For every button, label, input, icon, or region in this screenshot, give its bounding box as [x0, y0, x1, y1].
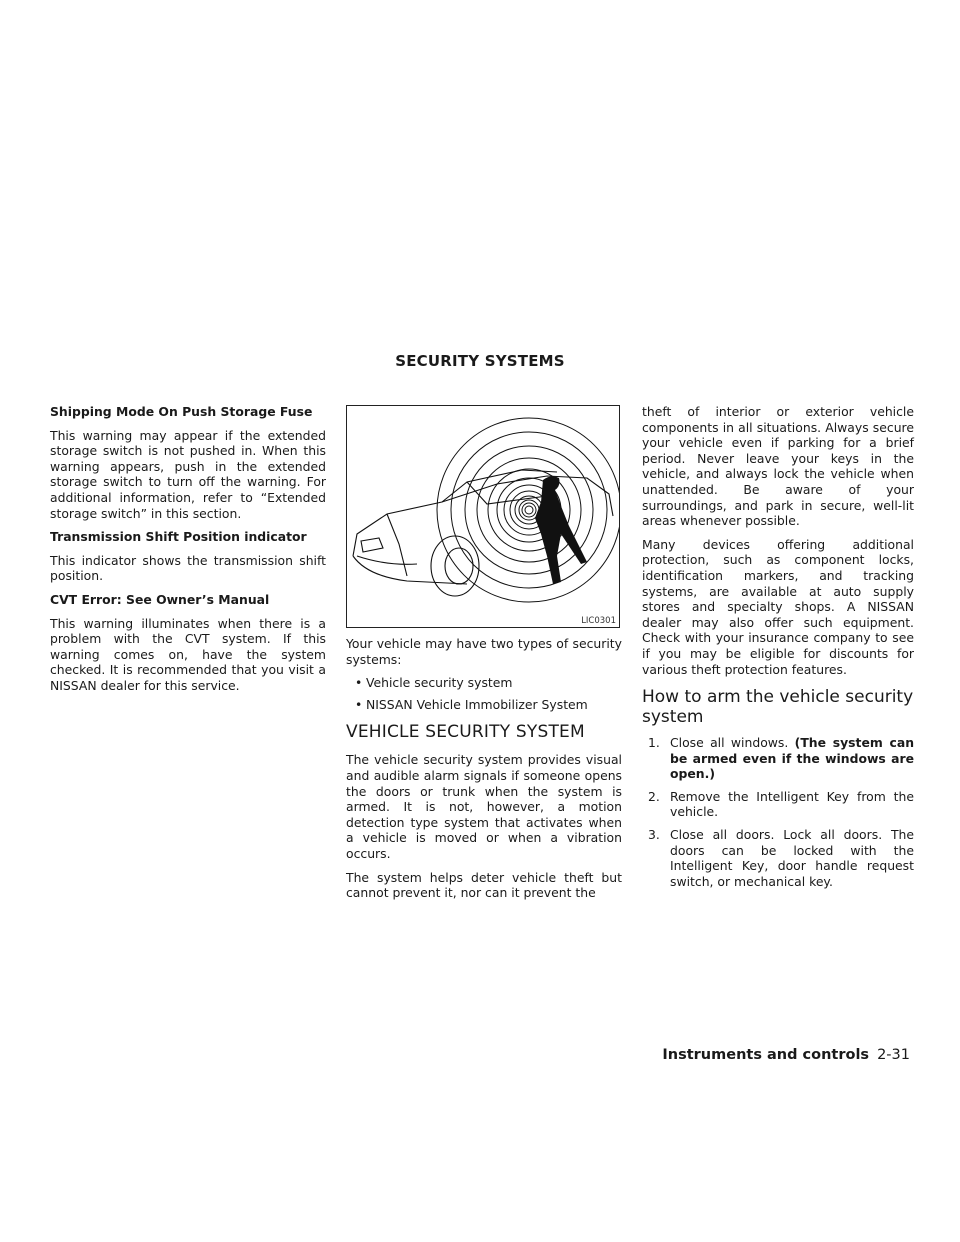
section-title: SECURITY SYSTEMS [395, 352, 565, 370]
heading-shift-position: Transmission Shift Position indicator [50, 529, 307, 545]
column-right [642, 404, 914, 896]
page-footer [662, 1047, 910, 1063]
arming-steps [642, 735, 914, 889]
heading-cvt-error: CVT Error: See Owner’s Manual [50, 591, 270, 607]
paragraph-cvt-error: This warning illuminates when there is a problem with the CVT system. If this warning comes on, have the system checked. It is recommended that you visit a NISSAN dealer for this service. [50, 615, 326, 693]
step-item: 3. Close all doors. Lock all doors. The doors can be locked with the Intelligent Key, door handle request switch, or mechanical key. [648, 827, 914, 889]
list-item: • NISSAN Vehicle Immobilizer System [346, 697, 622, 713]
column-left [50, 404, 326, 702]
security-types-list [346, 675, 622, 712]
footer-section-label: Instruments and controls [662, 1047, 870, 1063]
heading-how-to-arm: How to arm the vehicle security system [642, 687, 914, 728]
heading-vehicle-security: VEHICLE SECURITY SYSTEM [346, 722, 585, 743]
paragraph-shift-position: This indicator shows the transmission shift position. [50, 552, 326, 584]
list-item: • Vehicle security system [346, 675, 622, 691]
paragraph-deter-theft: The system helps deter vehicle theft but cannot prevent it, nor can it prevent the [346, 869, 622, 901]
step-item: 2. Remove the Intelligent Key from the vehicle. [648, 788, 914, 820]
paragraph-additional-devices: Many devices offering additional protection, such as component locks, identification markers, and tracking systems, are available at auto supply stores and specialty shops. A NISSAN dealer may also offer such equipment. Check with your insurance company to see if you may be eligible for discounts for various theft protection features. [642, 536, 914, 677]
paragraph-vehicle-security: The vehicle security system provides visual and audible alarm signals if someone opens the doors or trunk when the system is armed. It is not, however, a motion detection type system that activates when a vehicle is moved or when a vibration occurs. [346, 752, 622, 861]
paragraph-theft-continued: theft of interior or exterior vehicle components in all situations. Always secure your vehicle even if parking for a brief period. Never leave your keys in the vehicle, and always lock the vehicle when unattended. Be aware of your surroundings, and park in secure, well-lit areas whenever possible. [642, 404, 914, 529]
car-alarm-drawing [347, 406, 620, 628]
intro-paragraph: Your vehicle may have two types of security systems: [346, 636, 622, 667]
heading-shipping-mode: Shipping Mode On Push Storage Fuse [50, 404, 313, 419]
column-middle [346, 636, 622, 909]
paragraph-shipping-mode: This warning may appear if the extended storage switch is not pushed in. When this warning appears, push in the extended storage switch to turn off the warning. For additional information, refer to “Extended storage switch” in this section. [50, 427, 326, 521]
figure-id: LIC0301 [581, 616, 616, 626]
page-number: 2-31 [877, 1047, 910, 1063]
step-item: 1. Close all windows. (The system can be armed even if the windows are open.) [648, 735, 915, 782]
security-illustration [346, 405, 620, 628]
